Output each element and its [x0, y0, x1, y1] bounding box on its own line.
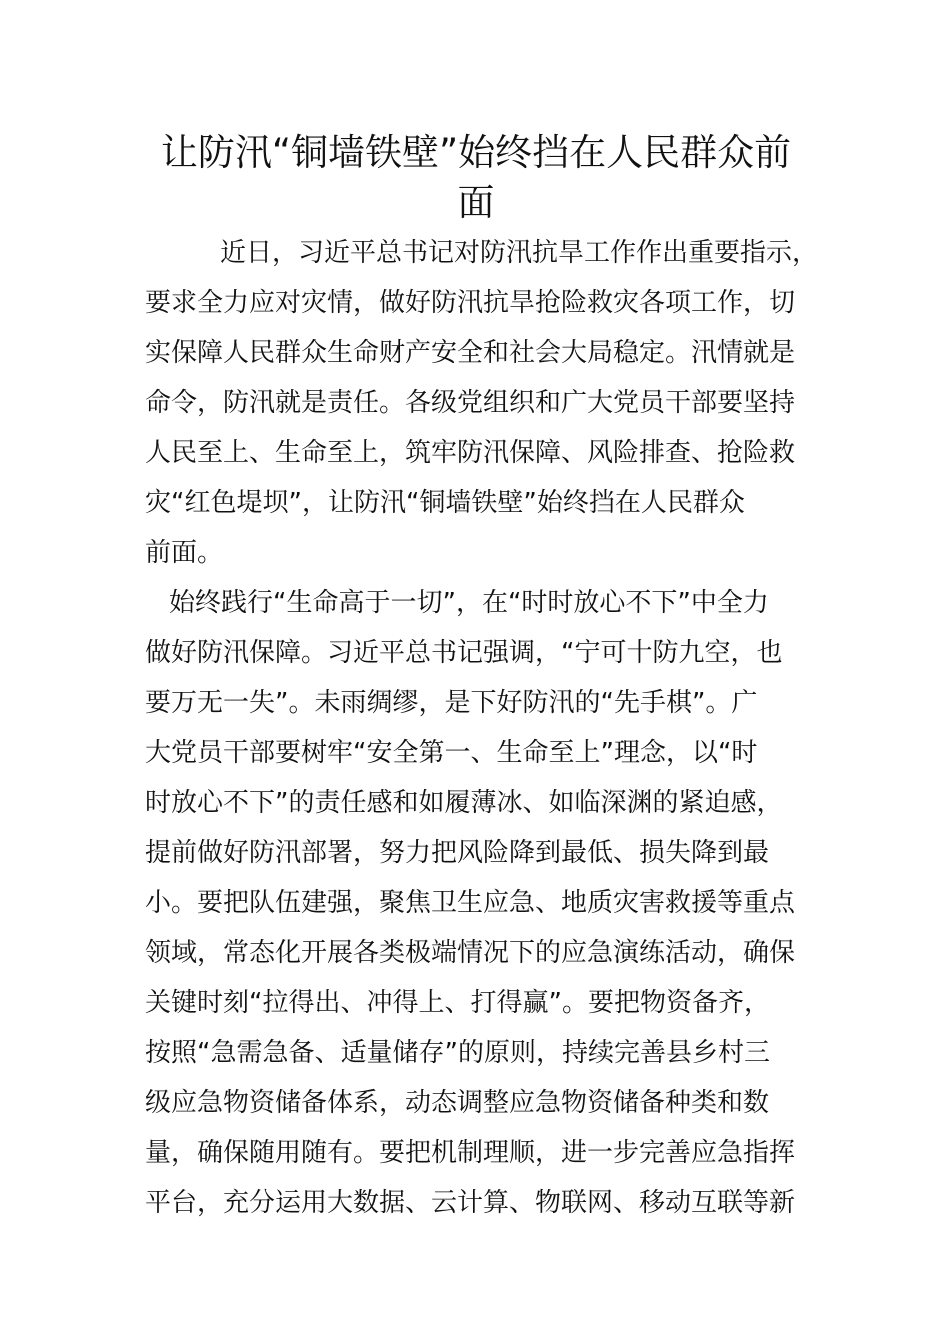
document-page [145, 128, 819, 1228]
paragraph-line: 要求全力应对灾情，做好防汛抗旱抢险救灾各项工作，切 [145, 288, 796, 318]
paragraph-intro [145, 228, 819, 578]
paragraph-line: 近日，习近平总书记对防汛抗旱工作作出重要指示， [220, 238, 819, 268]
paragraph-line: 始终践行“生命高于一切”，在“时时放心不下”中全力 [169, 588, 769, 618]
paragraph-line: 人民至上、生命至上，筑牢防汛保障、风险排查、抢险救 [145, 438, 796, 468]
paragraph-line: 平台，充分运用大数据、云计算、物联网、移动互联等新 [145, 1188, 796, 1218]
paragraph-line: 做好防汛保障。习近平总书记强调，“宁可十防九空，也 [145, 638, 783, 668]
paragraph-line: 灾“红色堤坝”，让防汛“铜墙铁壁”始终挡在人民群众 [145, 488, 745, 518]
paragraph-line: 实保障人民群众生命财产安全和社会大局稳定。汛情就是 [145, 338, 796, 368]
paragraph-line: 要万无一失”。未雨绸缪，是下好防汛的“先手棋”。广 [145, 688, 758, 718]
paragraph-line: 量，确保随用随有。要把机制理顺，进一步完善应急指挥 [145, 1138, 796, 1168]
paragraph-line: 提前做好防汛部署，努力把风险降到最低、损失降到最 [145, 838, 770, 868]
paragraph-line: 关键时刻“拉得出、冲得上、打得赢”。要把物资备齐， [145, 988, 770, 1018]
paragraph-line: 命令，防汛就是责任。各级党组织和广大党员干部要坚持 [145, 388, 796, 418]
paragraph-line: 小。要把队伍建强，聚焦卫生应急、地质灾害救援等重点 [145, 888, 796, 918]
title-line: 面 [457, 181, 495, 224]
paragraph-line: 领域，常态化开展各类极端情况下的应急演练活动，确保 [145, 938, 796, 968]
paragraph-flood-protection [145, 578, 807, 1228]
paragraph-line: 前面。 [145, 538, 224, 568]
paragraph-line: 时放心不下”的责任感和如履薄冰、如临深渊的紧迫感， [145, 788, 783, 818]
paragraph-line: 级应急物资储备体系，动态调整应急物资储备种类和数 [145, 1088, 770, 1118]
title-line: 让防汛“铜墙铁壁”始终挡在人民群众前 [160, 131, 792, 174]
paragraph-line: 大党员干部要树牢“安全第一、生命至上”理念，以“时 [145, 738, 758, 768]
paragraph-line: 按照“急需急备、适量储存”的原则，持续完善县乡村三 [145, 1038, 770, 1068]
document-title [145, 128, 807, 228]
